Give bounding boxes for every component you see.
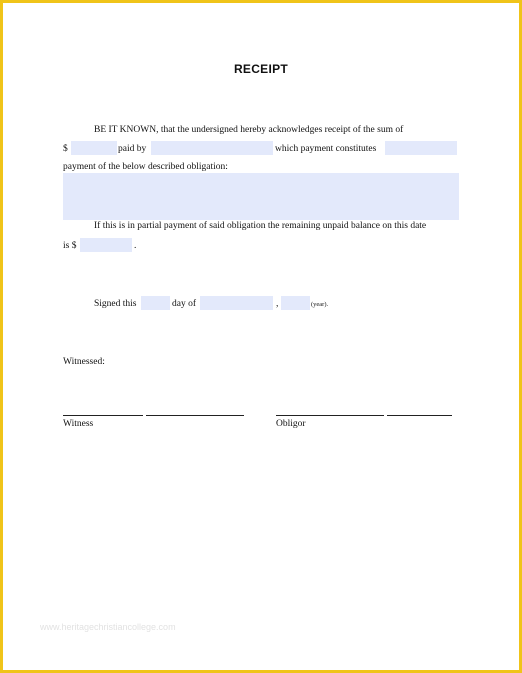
acknowledgement-text: BE IT KNOWN, that the undersigned hereby acknowledges receipt of the sum of [94, 125, 404, 135]
obligor-label: Obligor [276, 419, 306, 429]
obligor-signature-line-2 [387, 415, 452, 416]
balance-field[interactable] [80, 238, 132, 252]
day-of-label: day of [172, 299, 197, 309]
paid-by-label: paid by [118, 144, 147, 154]
watermark-text: www.heritagechristiancollege.com [40, 622, 176, 632]
which-payment-label: which payment constitutes [275, 144, 377, 154]
witness-signature-line [63, 415, 143, 416]
comma: , [276, 299, 279, 309]
balance-label: is $ [63, 241, 77, 251]
witness-signature-line-2 [146, 415, 244, 416]
year-field[interactable] [281, 296, 310, 310]
day-field[interactable] [141, 296, 170, 310]
obligation-description-field[interactable] [63, 173, 459, 220]
year-label: (year). [311, 301, 329, 308]
receipt-title: RECEIPT [233, 62, 289, 76]
payment-type-field[interactable] [385, 141, 457, 155]
partial-payment-text: If this is in partial payment of said obligation the remaining unpaid balance on this date [94, 221, 427, 231]
balance-period: . [134, 241, 137, 251]
witness-label: Witness [63, 419, 94, 429]
obligor-signature-line [276, 415, 384, 416]
signed-this-label: Signed this [94, 299, 137, 309]
payer-field[interactable] [151, 141, 273, 155]
dollar-sign: $ [63, 144, 68, 154]
month-field[interactable] [200, 296, 273, 310]
amount-field[interactable] [71, 141, 117, 155]
witnessed-label: Witnessed: [63, 357, 105, 367]
obligation-label: payment of the below described obligation: [63, 162, 228, 172]
